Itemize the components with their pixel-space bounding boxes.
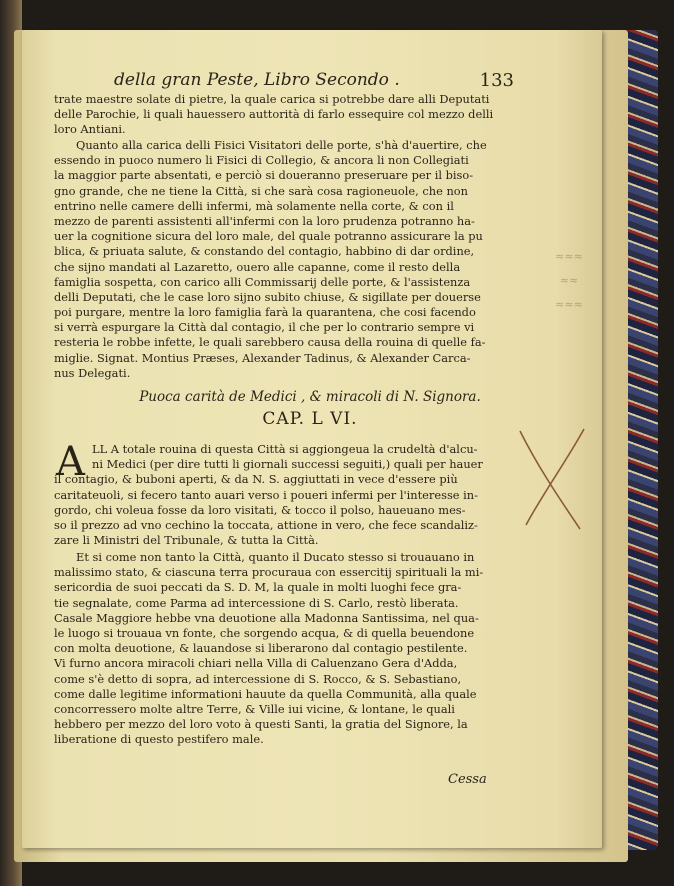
- text-line: uer la cognitione sicura del loro male, del quale potranno assicurare la pu: [54, 229, 483, 244]
- text-line: Casale Maggiore hebbe vna deuotione alla Madonna Santissima, nel qua-: [54, 610, 479, 625]
- text-line: il contagio, & buboni aperti, & da N. S. aggiuttati in vece d'essere più: [54, 472, 458, 487]
- text-line: come dalle legitime informationi hauute da quella Communità, alla quale: [54, 686, 477, 701]
- text-line: caritateuoli, si fecero tanto auari verso i poueri infermi per l'interesse in-: [54, 487, 478, 502]
- paragraph-1: [54, 92, 566, 138]
- drop-cap: A: [56, 439, 85, 485]
- text-line: hebbero per mezzo del loro voto à questi Santi, la gratia del Signore, la: [54, 717, 468, 732]
- text-line: famiglia sospetta, con carico alli Commissarij delle porte, & l'assistenza: [54, 274, 471, 289]
- show-through-text: ≈≈≈ ≈≈ ≈≈≈: [555, 250, 583, 311]
- catchword: Cessa: [448, 772, 487, 787]
- text-line: tie segnalate, come Parma ad intercessione di S. Carlo, restò liberata.: [54, 595, 459, 610]
- text-line: zare li Ministri del Tribunale, & tutta la Città.: [54, 533, 319, 548]
- text-line: Quanto alla carica delli Fisici Visitatori delle porte, s'hà d'auertire, che: [76, 138, 487, 152]
- text-line: delle Parochie, li quali hauessero auttorità di farlo essequire col mezzo delli: [54, 107, 494, 122]
- book-page: [22, 30, 602, 848]
- text-line: le luogo si trouaua vn fonte, che sorgendo acqua, & di quella beuendone: [54, 625, 475, 640]
- text-line: resteria le robbe infette, le quali sarebbero causa della rouina di quelle fa-: [54, 335, 486, 350]
- text-line: gordo, chi voleua fosse da loro visitati, & tocco il polso, haueuano mes-: [54, 502, 466, 517]
- text-line: trate maestre solate di pietre, la quale carica si potrebbe dare alli Deputati: [54, 92, 490, 106]
- text-line: entrino nelle camere delli infermi, mà solamente nella corte, & con il: [54, 198, 454, 213]
- paragraph-2: [54, 138, 566, 381]
- text-line: malissimo stato, & ciascuna terra procuraua con essercitij spirituali la mi-: [54, 565, 484, 580]
- text-line: essendo in puoco numero li Fisici di Collegio, & ancora li non Collegiati: [54, 153, 469, 168]
- text-line: la maggior parte absentati, e perciò si doueranno preseruare per il biso-: [54, 168, 474, 183]
- page-number: 133: [479, 70, 514, 91]
- text-line: liberatione di questo pestifero male.: [54, 732, 264, 747]
- text-line: sericordia de suoi peccati da S. D. M, la quale in molti luoghi fece gra-: [54, 580, 462, 595]
- text-line: come s'è detto di sopra, ad intercessione di S. Rocco, & S. Sebastiano,: [54, 671, 462, 686]
- paragraph-4: [54, 550, 566, 747]
- handwritten-x-mark: [512, 425, 592, 535]
- section-heading: Puoca carità de Medici , & miracoli di N. Signora.: [139, 389, 481, 405]
- chapter-number: CAP. L VI.: [262, 409, 358, 429]
- text-line: loro Antiani.: [54, 122, 126, 137]
- text-line: si verrà espurgare la Città dal contagio, il che per lo contrario sempre vi: [54, 320, 475, 335]
- text-line: delli Deputati, che le case loro sijno subito chiuse, & sigillate per douerse: [54, 289, 481, 304]
- text-line: miglie. Signat. Montius Præses, Alexander Tadinus, & Alexander Carca-: [54, 350, 471, 365]
- text-line: poi purgare, mentre la loro famiglia farà la quarantena, che cosi facendo: [54, 305, 476, 320]
- text-line: ni Medici (per dire tutti li giornali successi seguiti,) quali per hauer: [92, 457, 483, 472]
- text-line: gno grande, che ne tiene la Città, si che sarà cosa ragioneuole, che non: [54, 183, 468, 198]
- text-line: LL A totale rouina di questa Città si aggiongeua la crudeltà d'alcu-: [92, 442, 478, 456]
- x-stroke-2: [526, 429, 584, 525]
- text-line: mezzo de parenti assistenti all'infermi con la loro prudenza potranno ha-: [54, 213, 475, 228]
- running-title: della gran Peste, Libro Secondo .: [114, 70, 400, 90]
- text-line: con molta deuotione, & lauandose si liberarono dal contagio pestilente.: [54, 641, 468, 656]
- x-stroke-1: [520, 431, 580, 529]
- paragraph-3: [54, 439, 566, 548]
- text-line: blica, & priuata salute, & constando del contagio, habbino di dar ordine,: [54, 244, 475, 259]
- text-line: Vi furno ancora miracoli chiari nella Villa di Caluenzano Gera d'Adda,: [54, 656, 458, 671]
- text-line: concorressero molte altre Terre, & Ville iui vicine, & lontane, le quali: [54, 701, 455, 716]
- text-line: che sijno mandati al Lazaretto, ouero alle capanne, come il resto della: [54, 259, 461, 274]
- text-line: nus Delegati.: [54, 365, 131, 380]
- text-line: so il prezzo ad vno cechino la toccata, attione in vero, che fece scandaliz-: [54, 517, 478, 532]
- text-line: Et si come non tanto la Città, quanto il Ducato stesso si trouauano in: [76, 550, 475, 564]
